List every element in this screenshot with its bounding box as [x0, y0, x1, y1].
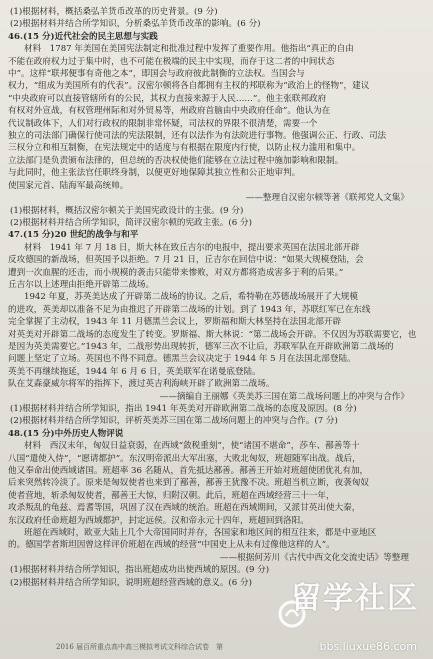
text-line: 中”。这样“联邦便事有奇他之本”，即国会与政府彼此制衡的立法权。当国会与: [8, 69, 305, 80]
text-line: 对英美对开辟第二战场的态度发生了转变。罗斯福、斯大林说：“第二战场会开辟。不仅因为苏联需要它，也: [8, 329, 417, 340]
watermark: [277, 581, 427, 655]
source-citation: ——整理自汉密尔顿等著《联邦党人文集》: [245, 193, 409, 204]
text-line: 代议制政体下，人们对行政权的限制非常怀疑，司法权的界限不很清楚，需要一个: [8, 118, 318, 129]
text-line: (1)根据材料，概括桑弘羊货币改革的历史背景。(9 分): [10, 7, 218, 17]
text-line: 使国家元首、陆海军最高统帅。: [8, 180, 129, 191]
source-citation: ——摘编自王丽娜《英美苏三国在第二战场问题上的冲突与合作》: [159, 391, 409, 402]
watermark-url: bbs.liuxue86.com: [319, 639, 417, 653]
text-line: 材料 1941 年 7 月 18 日，斯大林在致丘吉尔的电报中，提出要求英国在法国北部开辟: [24, 242, 360, 253]
text-line: 不能在政府权力过于集中时，也不可能在极端的民主中实现，而存于这二者的中间状态: [8, 56, 335, 67]
text-line: 的进攻，英美却以准备不足为由推迟了开辟第二战场的计划。到了 1943 年，苏联红军已在东线: [8, 304, 371, 315]
text-line: 队在艾森豪威尔将军的指挥下，渡过英吉利海峡开辟了欧洲第二战场。: [8, 379, 275, 390]
text-line: (1)根据材料并结合所学知识，指出 1941 年英美对开辟欧洲第二战场的态度及原因。(8 分): [10, 404, 357, 414]
text-line: 材料 1787 年美国在美国宪法制定和批准过程中发挥了重要作用。他指出“真正的自由: [24, 44, 354, 55]
text-line: 问题上坚定了立场。英国也不得不同意。德黑兰会议决定于 1944 年 5 月在法国北部登陆。: [8, 354, 356, 365]
text-line: 完全掌握了主动权，1943 年 11 月德黑兰会议上，罗斯福和斯大林坚持在法国北部开辟: [8, 317, 342, 328]
exam-text: [8, 6, 423, 589]
text-line: 班超在西域时，欧亚大陆上几个大帝国同时并存，各国家和地区间的相互往来，都是中亚地区: [24, 528, 377, 539]
text-line: 是因为英美需要它。”1943 年，二战形势出现转折，德军三次不让后，苏联军队在开辟欧洲第二战场的: [8, 341, 394, 352]
text-line: 攻杀叛乱的龟兹、焉耆等国，巩固了汉在西域的统治。班超在西域期间，又派甘英出使大秦，: [8, 503, 361, 514]
text-line: (2)根据材料并结合所学知识，说明班超经营西域的意义。(6 分): [10, 577, 252, 588]
text-line: 有权对外宣战，有权管理州际和对外贸易等，州政府首脑由中央政府任命”。他认为在: [8, 106, 331, 117]
question-heading: 48.(15 分)中外历史人物评说: [8, 428, 124, 439]
text-line: (2)根据材料并结合所学知识，分析桑弘羊货币改革的影响。(6 分): [10, 19, 261, 30]
watermark-brand: 留学社区: [291, 581, 419, 616]
question-heading: 46.(15 分)近代社会的民主思想与实践: [8, 31, 158, 42]
source-citation: ——根据何芳川《古代中西文化交流史话》等整理: [219, 552, 409, 563]
text-line: 丘吉尔以上述理由拒绝开辟第二战场。: [8, 279, 155, 290]
text-line: 英美不再继续拖延，1944 年 6 月 6 日，英美联军在诺曼底登陆。: [8, 366, 261, 377]
text-line: 东汉政府任命班超为西域都护，封定远侯。汉和帝永元十四年，班超回到洛阳。: [8, 515, 309, 526]
text-line: 1942 年夏，苏英美达成了开辟第二战场的协议。之后，希特勒在苏德战场展开了大规模: [24, 292, 358, 303]
text-line: 三权分立和相互制衡，在宪法规定中的适度与有根据在限度内行使，以防止权力滥用和集中。: [8, 143, 361, 154]
text-line: 材料 西汉末年，匈奴日益衰弱，在西域“敛税重刻”，使“诸国不堪命”，莎车、鄯善等十: [24, 441, 360, 452]
text-line: (1)根据材料并结合所学知识，指出班超成功出使西域的原因。(9 分): [10, 565, 270, 576]
text-line: 八国“遣使入侍”，“愿请都护”。东汉明帝派出大军出塞，大败北匈奴，班超随军出战。战后，: [8, 453, 361, 464]
text-line: 他又奉命出使西域诸国。班超率 36 名随从，首先抵达鄯善。鄯善王开始对班超使团优礼有加，: [8, 466, 369, 477]
text-line: “中央政府可以直接管辖所有的公民，其权力直接来源于人民……”。他主张联邦政府: [8, 93, 327, 104]
text-line: 与此同时，他主张法官任职终身制，以便更好地保障其独立性和公正地审判。: [8, 168, 301, 179]
text-line: (2)根据材料并结合所学知识，简评汉密尔顿的宪政主张。(6 分): [10, 217, 252, 228]
text-line: 反攻德国的新战场，但英国予以拒绝。7 月 21 日，丘吉尔在回信中说：“如果大规模登陆，会: [8, 255, 364, 266]
text-line: 使者营地，斩杀匈奴使者，鄯善王大惊，归附汉朝。此后，班超在西域经营三十一年，: [8, 490, 335, 501]
text-line: 立法部门是负责颁布法律的，但总统的否决权使他们能够在立法过程中施加影响和限制。: [8, 155, 344, 166]
text-line: (1)根据材料，概括汉密尔顿关于美国宪政设计的主张。(9 分): [10, 205, 244, 216]
text-line: (2)根据材料并结合所学知识，评析英美苏三国在第二战场问题上的冲突与合作。(7 分): [10, 416, 338, 427]
text-line: 的。德国学者斯坦因曾这样评价班超在西域的经营“中国史上从未有过像他这样的人”。: [8, 540, 335, 551]
text-line: 独立的司法部门确保行使司法的宪法限制，还有以法作为有法院进行事物。他强调公正、行政、司法: [8, 131, 387, 142]
question-heading: 47.(15 分)20 世纪的战争与和平: [8, 230, 139, 241]
text-line: 权力，“组成为美国所有的代表”。汉密尔顿将各自都拥有主权的邦联称为“政治上的怪物”，建议: [8, 81, 370, 92]
page-footer: 2016 届百所重点高中高三模拟考试文科综合试卷 第: [56, 642, 224, 651]
text-line: 遭到一次血腥的还击，而小规模的袭击只能带来惨败，对双方都将造成害多于利的后果。”: [8, 267, 344, 278]
text-line: 后来突然转冷淡了。原来是匈奴使者也来到了鄯善，鄯善王犹豫不决。班超当机立断，夜袭匈奴: [8, 478, 369, 489]
